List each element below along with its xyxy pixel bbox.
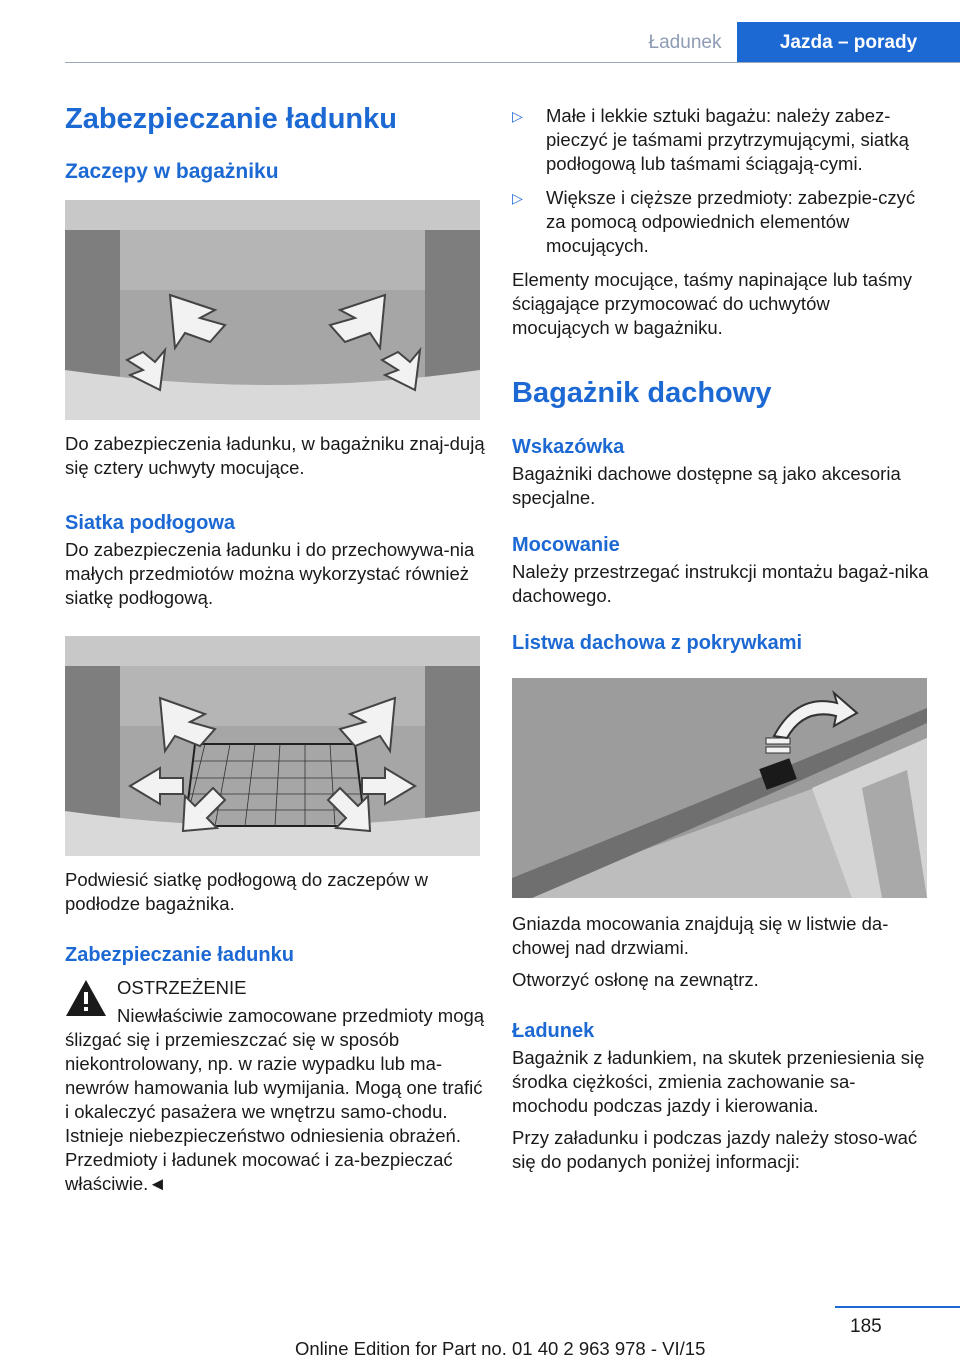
floor-net-caption: Podwiesić siatkę podłogową do zaczepów w podłodze bagażnika. [65,869,429,914]
footer-edition: Online Edition for Part no. 01 40 2 963 978 - VI/15 [295,1338,706,1359]
header-rule [65,62,960,63]
left-column [65,100,485,1196]
warning-block [65,976,485,1196]
roof-rail-open: Otworzyć osłonę na zewnątrz. [512,969,759,990]
roof-rail-caption: Gniazda mocowania znajdują się w listwie da-chowej nad drzwiami. [512,913,889,958]
title-secure-load: Zabezpieczanie ładunku [65,103,397,135]
page-number: 185 [850,1316,882,1337]
floor-net-image [65,636,480,856]
hooks-text: Do zabezpieczenia ładunku, w bagażniku znaj-dują się cztery uchwyty mocujące. [65,433,485,478]
header-chapter-tab: Jazda – porady [737,22,960,63]
heading-hooks: Zaczepy w bagażniku [65,160,279,183]
bullet-mark-icon: ▷ [512,190,523,206]
header-section-tab: Ładunek [648,32,722,53]
heading-mounting: Mocowanie [512,534,620,556]
title-roof-rack: Bagażnik dachowy [512,377,772,409]
warning-title: OSTRZEŻENIE [117,977,247,998]
bullet-mark-icon: ▷ [512,108,523,124]
trunk-hooks-image [65,200,480,420]
note-text: Bagażniki dachowe dostępne są jako akcesoria specjalne. [512,463,901,508]
right-column [512,100,930,1174]
heading-securing-load: Zabezpieczanie ładunku [65,944,294,966]
heading-load: Ładunek [512,1020,595,1042]
floor-net-text: Do zabezpieczenia ładunku i do przechowywa-nia małych przedmiotów można wykorzystać również siatkę podłogową. [65,539,475,608]
heading-floor-net: Siatka podłogowa [65,512,236,534]
bullet-large-items [512,186,930,258]
bullet-large-items-text: Większe i cięższe przedmioty: zabezpie-czyć za pomocą odpowiednich elementów mocujących. [546,187,916,256]
warning-icon [65,978,107,1018]
load-text-1: Bagażnik z ładunkiem, na skutek przeniesienia się środka ciężkości, zmienia zachowanie sa-mochodu podczas jazdy i kierowania. [512,1047,925,1116]
mounting-text: Należy przestrzegać instrukcji montażu bagaż-nika dachowego. [512,561,929,606]
warning-text: Niewłaściwie zamocowane przedmioty mogą ślizgać się i przemieszczać się w sposób niekontrolowany, np. w razie wypadku lub ma-newrów hamowania lub wymijania. Mogą one trafić i okaleczyć pasażera we wnętrzu samo-chodu. Istnieje niebezpieczeństwo odniesienia obrażeń. Przedmioty i ładunek mocować i za-bezpieczać właściwie.◄ [65,1005,485,1194]
bullet-small-items-text: Małe i lekkie sztuki bagażu: należy zabez-pieczyć je taśmami przytrzymującymi, siatką podłogową lub taśmami ściągają-cymi. [546,105,909,174]
roof-rail-image [512,678,927,898]
footer-rule [835,1306,960,1308]
heading-roof-rail: Listwa dachowa z pokrywkami [512,632,803,654]
mount-text: Elementy mocujące, taśmy napinające lub taśmy ściągające przymocować do uchwytów mocujących w bagażniku. [512,269,912,338]
load-text-2: Przy załadunku i podczas jazdy należy stoso-wać się do podanych poniżej informacji: [512,1127,918,1172]
bullet-small-items [512,104,930,176]
heading-note: Wskazówka [512,436,625,458]
